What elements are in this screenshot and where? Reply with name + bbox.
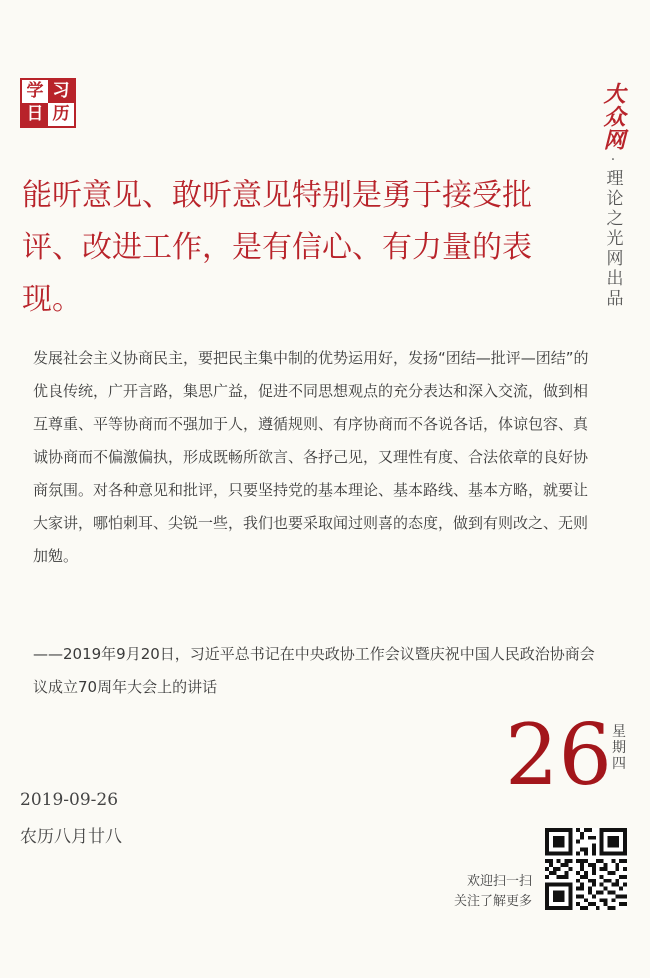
brand-vertical xyxy=(598,82,628,309)
calendar-weekday: 星期四 xyxy=(612,724,626,772)
logo-char-4: 历 xyxy=(48,103,74,126)
headline-quote: 能听意见、敢听意见特别是勇于接受批评、改进工作，是有信心、有力量的表现。 xyxy=(22,178,532,317)
brand-name: 大众网 xyxy=(600,82,626,151)
scan-prompt-line-1: 欢迎扫一扫 xyxy=(466,874,532,889)
brand-subtitle: 理论之光网出品 xyxy=(602,169,623,309)
body-paragraph: 发展社会主义协商民主，要把民主集中制的优势运用好，发扬“团结—批评—团结”的优良传统，广开言路，集思广益，促进不同思想观点的充分表达和深入交流，做到相互尊重、平等协商而不强加于人，遵循规则、有序协商而不各说各话，体谅包容、真诚协商而不偏激偏执，形成既畅所欲言、各抒己见，又理性有度、合法依章的良好协商氛围。对各种意见和批评，只要坚持党的基本理论、基本路线、基本方略，就要让大家讲，哪怕刺耳、尖锐一些，我们也要采取闻过则喜的态度，做到有则改之、无则加勉。 xyxy=(33,349,589,565)
calendar-date: 2019-09-26 xyxy=(20,790,119,810)
scan-prompt-line-2: 关注了解更多 xyxy=(453,894,532,909)
brand-dot: · xyxy=(610,152,616,168)
quote-source: ——2019年9月20日，习近平总书记在中央政协工作会议暨庆祝中国人民政治协商会议成立70周年大会上的讲话 xyxy=(33,645,595,696)
calendar-day: 26 xyxy=(505,706,612,804)
logo-char-2: 习 xyxy=(48,80,74,103)
study-calendar-logo xyxy=(20,78,76,128)
logo-char-3: 日 xyxy=(22,103,48,126)
scan-prompt xyxy=(440,872,532,912)
lunar-date: 农历八月廿八 xyxy=(20,827,122,847)
qr-code-icon[interactable] xyxy=(545,828,627,910)
logo-char-1: 学 xyxy=(22,80,48,103)
